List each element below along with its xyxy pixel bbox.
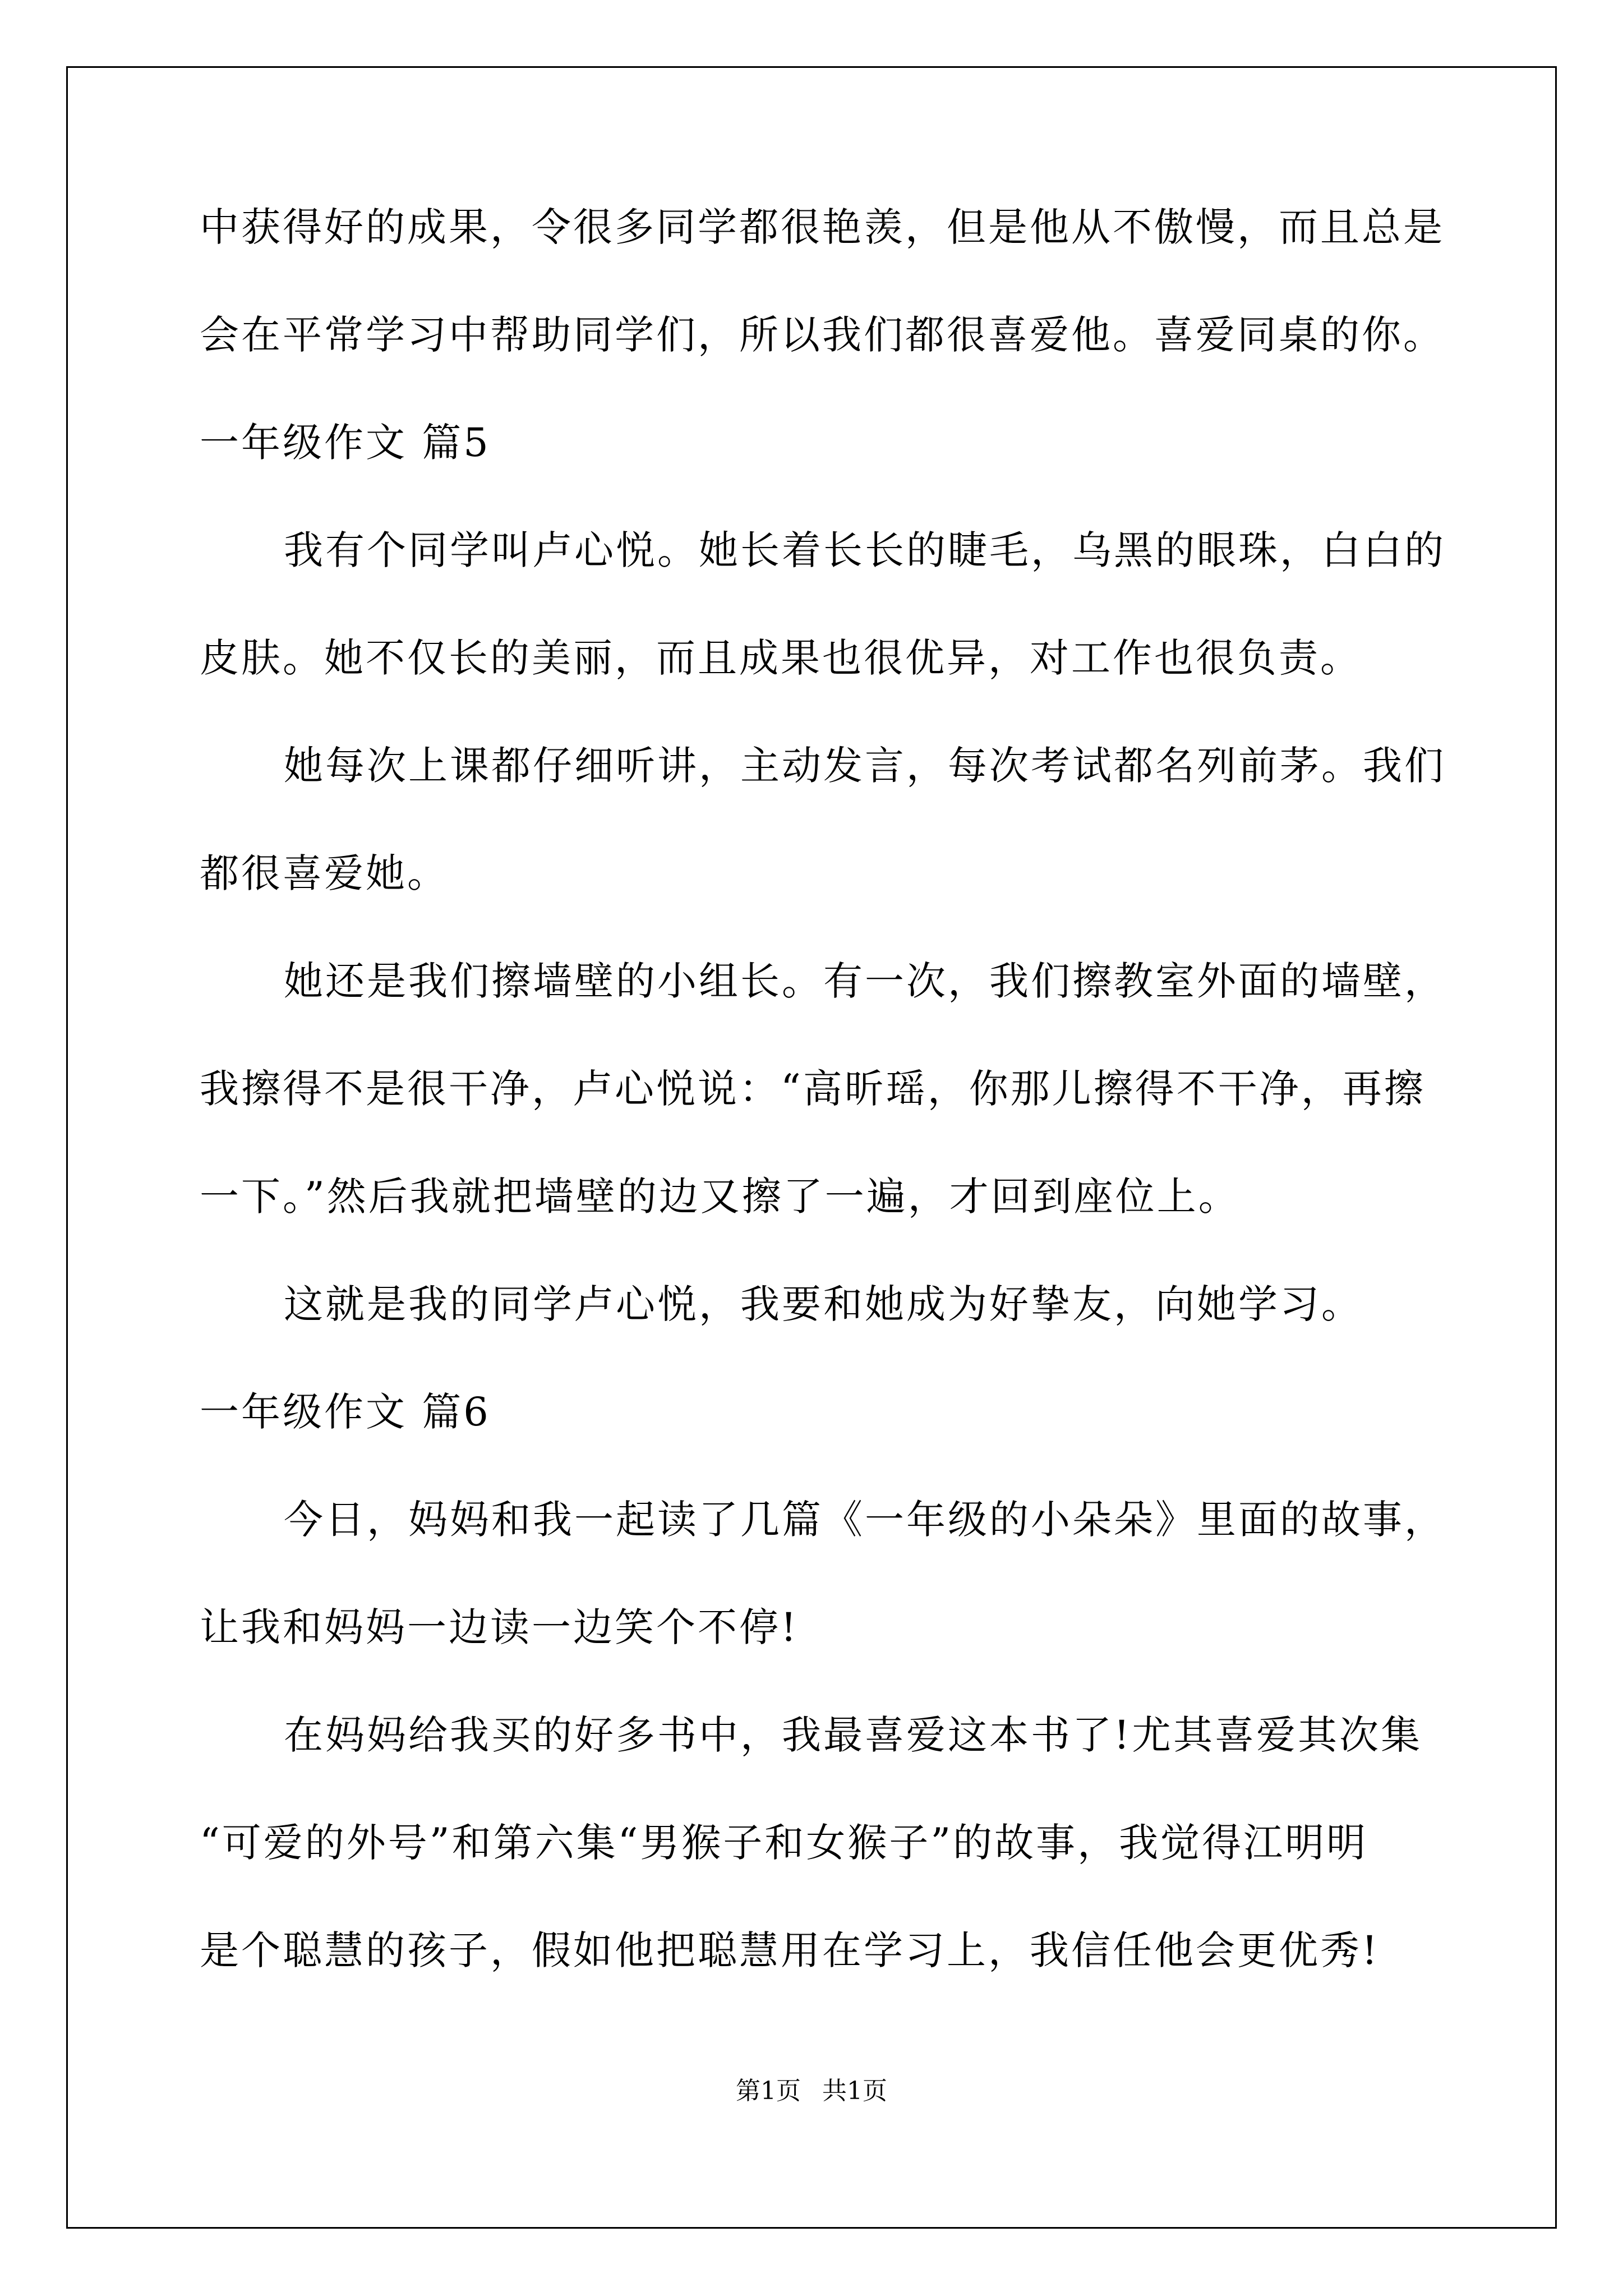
text-line: 在妈妈给我买的好多书中，我最喜爱这本书了!尤其喜爱其次集: [284, 1712, 1423, 1758]
text-line: 她每次上课都仔细听讲，主动发言，每次考试都名列前茅。我们: [284, 743, 1446, 789]
page-footer: [0, 2077, 1623, 2105]
text-line: 是个聪慧的孩子，假如他把聪慧用在学习上，我信任他会更优秀!: [200, 1927, 1380, 1973]
text-line: 会在平常学习中帮助同学们，所以我们都很喜爱他。喜爱同桌的你。: [200, 312, 1445, 358]
page-number: 第1页: [736, 2077, 801, 2105]
page-total: 共1页: [822, 2077, 887, 2105]
text-line: 她还是我们擦墙壁的小组长。有一次，我们擦教室外面的墙壁，: [284, 958, 1446, 1004]
section-heading: 一年级作文 篇5: [200, 420, 491, 466]
text-line: 这就是我的同学卢心悦，我要和她成为好挚友，向她学习。: [284, 1281, 1363, 1327]
document-body: [200, 204, 1446, 2039]
text-line: 我有个同学叫卢心悦。她长着长长的睫毛，乌黑的眼珠，白白的: [284, 527, 1446, 573]
text-line: 中获得好的成果，令很多同学都很艳羡，但是他从不傲慢，而且总是: [200, 204, 1445, 250]
text-line: 都很喜爱她。: [200, 850, 449, 896]
text-line: 今日，妈妈和我一起读了几篇《一年级的小朵朵》里面的故事，: [284, 1497, 1446, 1543]
text-line: 让我和妈妈一边读一边笑个不停!: [200, 1604, 799, 1650]
text-line: “可爱的外号”和第六集“男猴子和女猴子”的故事，我觉得江明明: [200, 1820, 1368, 1866]
text-line: 皮肤。她不仅长的美丽，而且成果也很优异，对工作也很负责。: [200, 635, 1362, 681]
section-heading: 一年级作文 篇6: [200, 1389, 491, 1435]
text-line: 我擦得不是很干净，卢心悦说：“高昕瑶，你那儿擦得不干净，再擦: [200, 1066, 1426, 1112]
text-line: 一下。”然后我就把墙壁的边又擦了一遍，才回到座位上。: [200, 1174, 1240, 1220]
